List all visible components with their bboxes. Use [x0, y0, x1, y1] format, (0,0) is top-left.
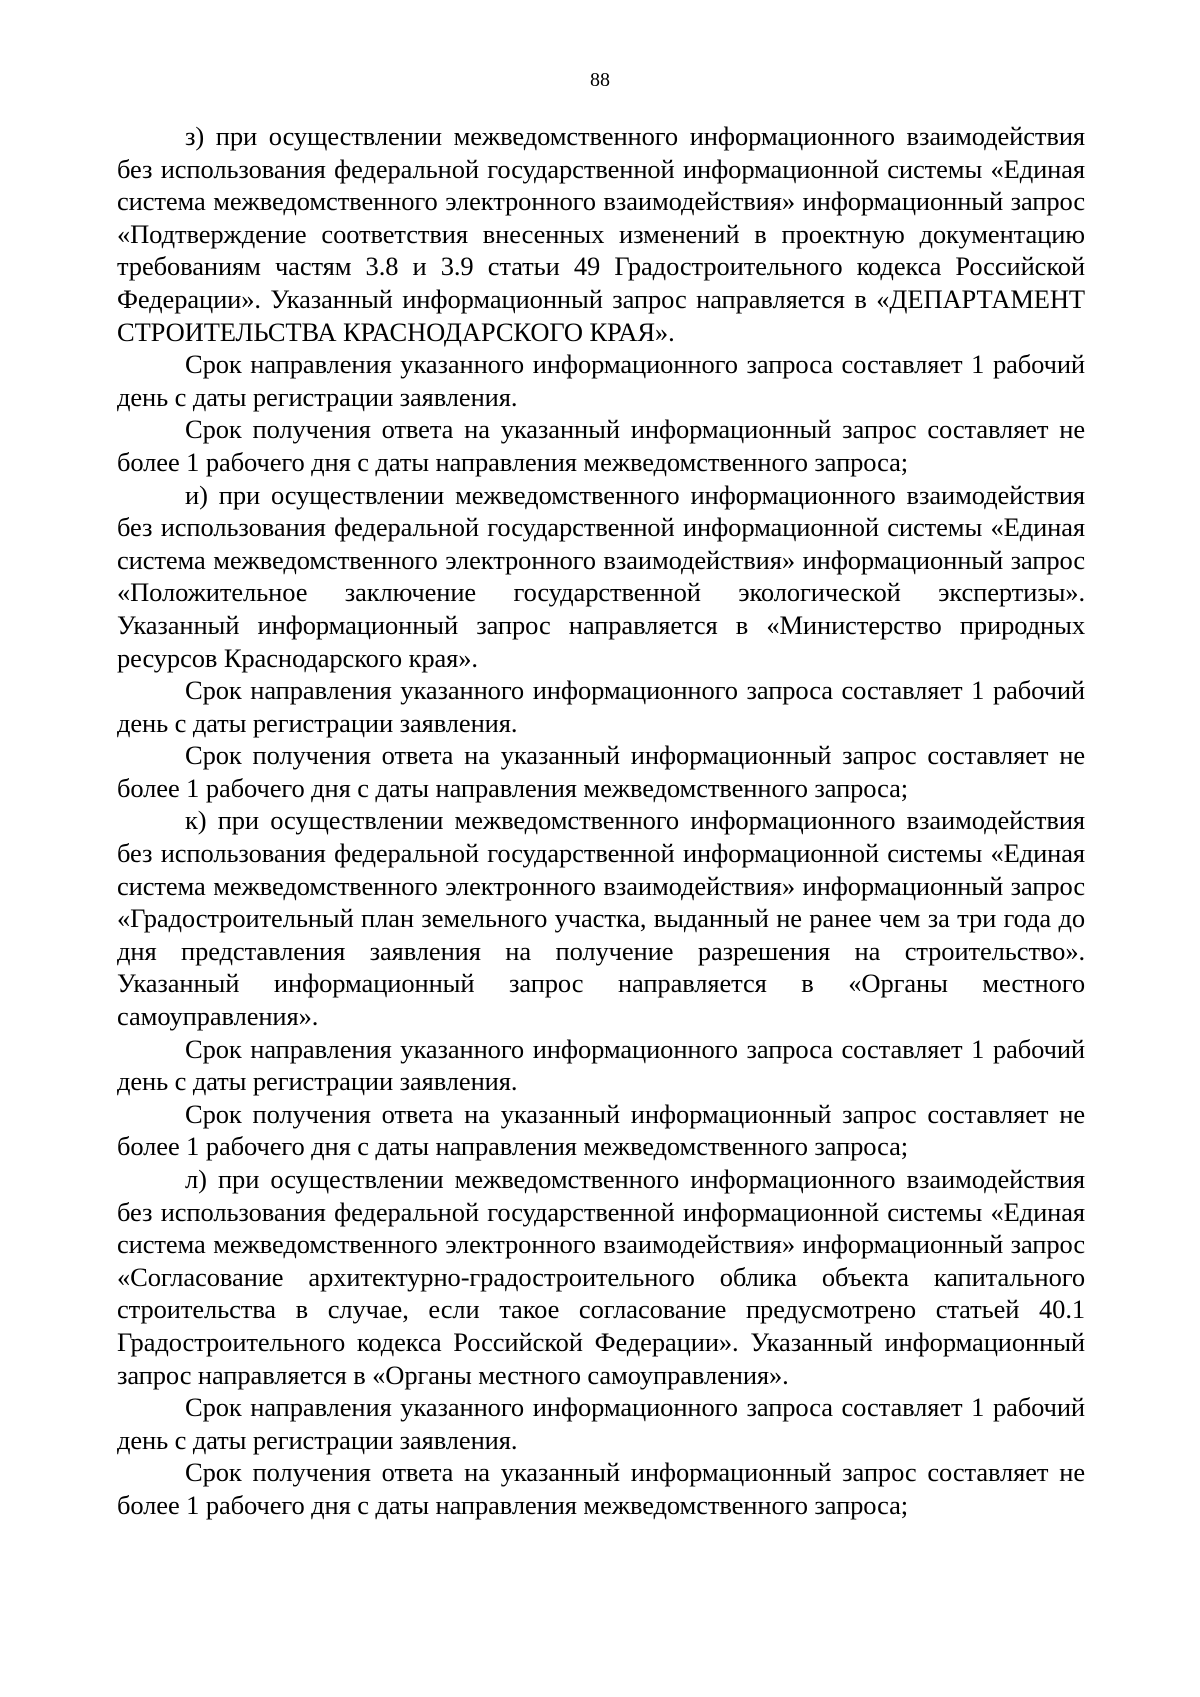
- paragraph-i-response-term: Срок получения ответа на указанный информационный запрос составляет не более 1 рабочего дня с даты направления межведомственного запроса;: [117, 740, 1085, 803]
- page-number: 88: [590, 69, 610, 91]
- paragraph-z-response-term: Срок получения ответа на указанный информационный запрос составляет не более 1 рабочего дня с даты направления межведомственного запроса;: [117, 414, 1085, 477]
- document-body: [117, 120, 1085, 1522]
- paragraph-l-response-term: Срок получения ответа на указанный информационный запрос составляет не более 1 рабочего дня с даты направления межведомственного запроса;: [117, 1457, 1085, 1520]
- paragraph-k-send-term: Срок направления указанного информационного запроса составляет 1 рабочий день с даты регистрации заявления.: [117, 1033, 1085, 1097]
- paragraph-i-send-term: Срок направления указанного информационного запроса составляет 1 рабочий день с даты регистрации заявления.: [117, 675, 1085, 738]
- paragraph-l-send-term: Срок направления указанного информационного запроса составляет 1 рабочий день с даты регистрации заявления.: [117, 1392, 1085, 1455]
- paragraph-k-response-term: Срок получения ответа на указанный информационный запрос составляет не более 1 рабочего дня с даты направления межведомственного запроса;: [117, 1098, 1085, 1162]
- paragraph-i-request: и) при осуществлении межведомственного информационного взаимодействия без использования федеральной государственной информационной системы «Единая система межведомственного электронного взаимодействия» информационный запрос «Положительное заключение государственной экологической экспертизы». Указанный информационный запрос направляется в «Министерство природных ресурсов Краснодарского края».: [117, 479, 1085, 673]
- paragraph-z-request: з) при осуществлении межведомственного информационного взаимодействия без использования федеральной государственной информационной системы «Единая система межведомственного электронного взаимодействия» информационный запрос «Подтверждение соответствия внесенных изменений в проектную документацию требованиям частям 3.8 и 3.9 статьи 49 Градостроительного кодекса Российской Федерации». Указанный информационный запрос направляется в «ДЕПАРТАМЕНТ СТРОИТЕЛЬСТВА КРАСНОДАРСКОГО КРАЯ».: [117, 121, 1085, 347]
- paragraph-z-send-term: Срок направления указанного информационного запроса составляет 1 рабочий день с даты регистрации заявления.: [117, 349, 1085, 412]
- paragraph-k-request: к) при осуществлении межведомственного информационного взаимодействия без использования федеральной государственной информационной системы «Единая система межведомственного электронного взаимодействия» информационный запрос «Градостроительный план земельного участка, выданный не ранее чем за три года до дня представления заявления на получение разрешения на строительство». Указанный информационный запрос направляется в «Органы местного самоуправления».: [117, 805, 1085, 1032]
- paragraph-l-request: л) при осуществлении межведомственного информационного взаимодействия без использования федеральной государственной информационной системы «Единая система межведомственного электронного взаимодействия» информационный запрос «Согласование архитектурно-градостроительного облика объекта капитального строительства в случае, если такое согласование предусмотрено статьей 40.1 Градостроительного кодекса Российской Федерации». Указанный информационный запрос направляется в «Органы местного самоуправления».: [117, 1164, 1085, 1390]
